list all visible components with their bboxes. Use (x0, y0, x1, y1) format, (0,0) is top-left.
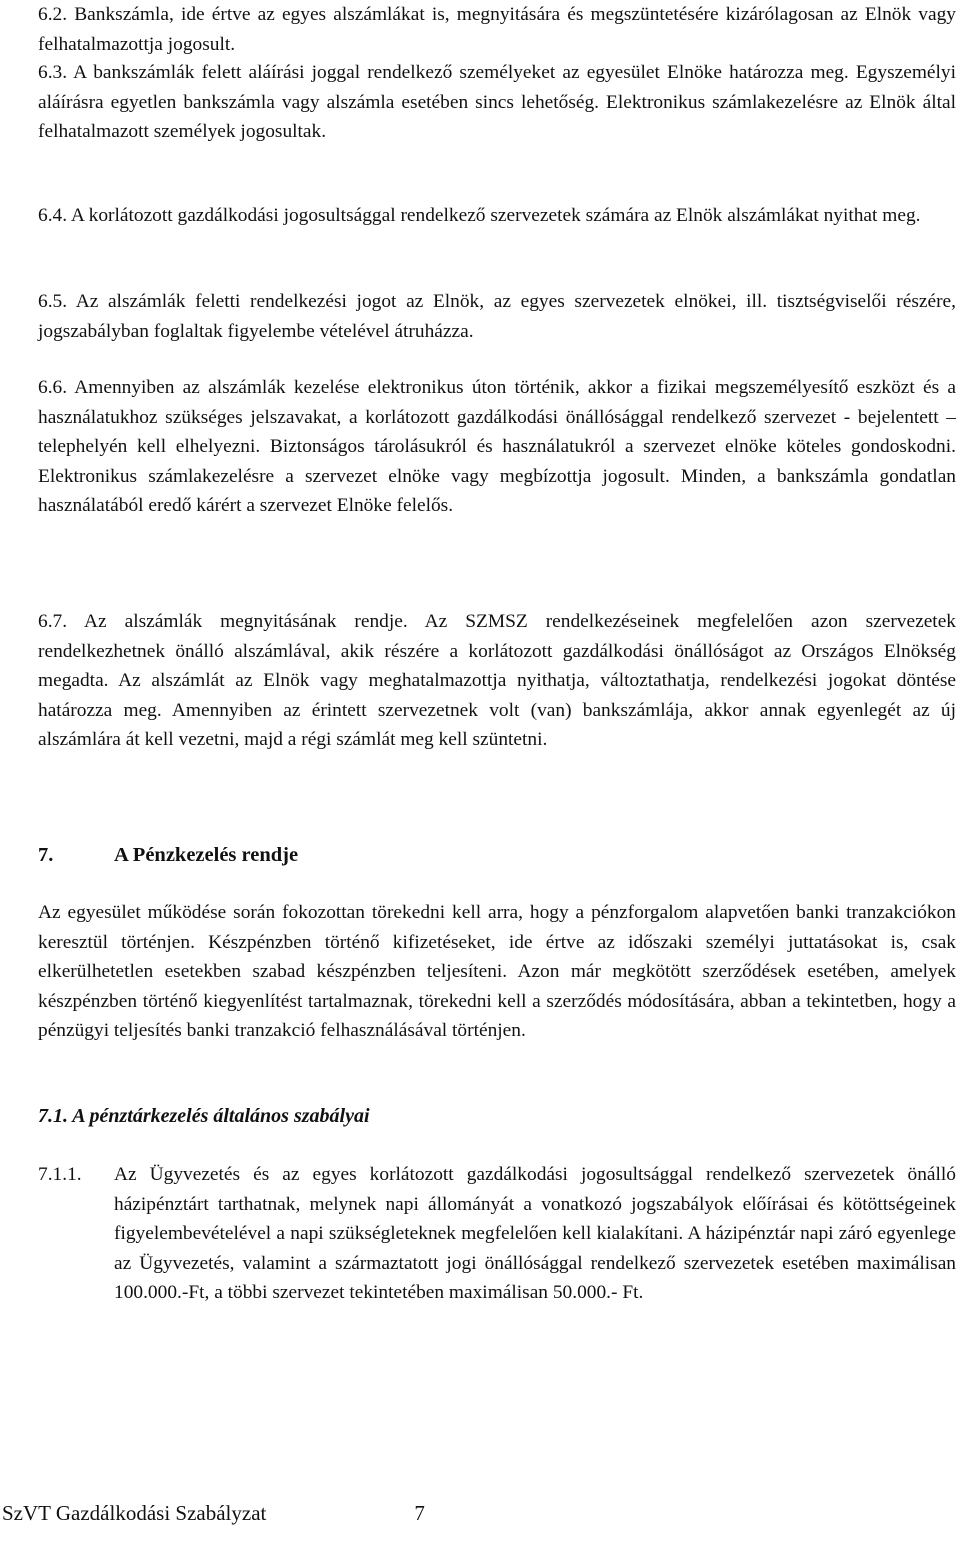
paragraph-6-4 (38, 201, 956, 231)
section-7-intro (38, 898, 956, 1046)
page-number: 7 (414, 1501, 425, 1525)
paragraph-number: 7.1.1. (38, 1164, 82, 1185)
paragraph-text: Az Ügyvezetés és az egyes korlátozott gazdálkodási jogosultsággal rendelkező szervezetek önálló házipénztárt tarthatnak, melynek napi állományát a vonatkozó jogszabályok előírásai és kötöttségeinek figyelembevételével a napi szükségleteknek megfelelően kell kialakítani. A házipénztár napi záró egyenlege az Ügyvezetés, valamint a származtatott jogi önállósággal rendelkező szervezetek esetében maximálisan 100.000.-Ft, a többi szervezet tekintetében maximálisan 50.000.- Ft. (114, 1164, 956, 1304)
paragraph-text: Amennyiben az alszámlák kezelése elektronikus úton történik, akkor a fizikai megszemélyesítő eszközt és a használatukhoz szükséges jelszavakat, a korlátozott gazdálkodási önállósággal rendelkező szervezet - bejelentett – telephelyén kell elhelyezni. Biztonságos tárolásukról és használatukról a szervezet elnöke köteles gondoskodni. Elektronikus számlakezelésre a szervezet elnöke vagy megbízottja jogosult. Minden, a bankszámla gondatlan használatából eredő kárért a szervezet Elnöke felelős. (38, 377, 957, 517)
page-footer (2, 1498, 425, 1528)
section-title: A Pénzkezelés rendje (114, 844, 299, 866)
paragraph-6-5 (38, 287, 956, 346)
paragraph-text: Az egyesület működése során fokozottan törekedni kell arra, hogy a pénzforgalom alapvetően banki tranzakciókon keresztül történjen. Készpénzben történő kifizetéseket, ide értve az időszaki személyi juttatásokat is, csak elkerülhetetlen esetekben szabad készpénzben teljesíteni. Azon már megkötött szerződések esetében, amelyek készpénzben történő kiegyenlítést tartalmaznak, törekedni kell a szerződés módosítására, abban a tekintetben, hogy a pénzügyi teljesítés banki tranzakció felhasználásával történjen. (38, 902, 956, 1042)
section-number: 7. (38, 844, 54, 866)
paragraph-6-6 (38, 373, 956, 521)
footer-title: SzVT Gazdálkodási Szabályzat (2, 1501, 267, 1525)
paragraph-number: 6.6. (38, 377, 68, 398)
paragraph-number: 6.7. (38, 611, 68, 632)
paragraph-number: 6.4. (38, 205, 68, 226)
paragraph-number: 6.2. (38, 4, 68, 25)
section-7-heading (38, 841, 298, 870)
paragraph-7-1-1 (38, 1160, 956, 1308)
paragraph-text: Az alszámlák feletti rendelkezési jogot az Elnök, az egyes szervezetek elnökei, ill. tisztségviselői részére, jogszabályban foglaltak figyelembe vételével átruházza. (38, 291, 957, 342)
paragraph-6-7 (38, 607, 956, 755)
paragraph-number: 6.5. (38, 291, 68, 312)
section-7-1-heading: 7.1. A pénztárkezelés általános szabályai (38, 1105, 370, 1127)
paragraph-number: 6.3. (38, 62, 68, 83)
paragraph-text: A korlátozott gazdálkodási jogosultsággal rendelkező szervezetek számára az Elnök alszámlákat nyithat meg. (70, 205, 921, 226)
paragraph-6-2 (38, 0, 956, 59)
paragraph-6-3 (38, 58, 956, 147)
paragraph-text: Az alszámlák megnyitásának rendje. Az SZMSZ rendelkezéseinek megfelelően azon szervezetek rendelkezhetnek önálló alszámlával, akik részére a korlátozott gazdálkodási önállóságot az Országos Elnökség megadta. Az alszámlát az Elnök vagy meghatalmazottja nyithatja, változtathatja, rendelkezési jogokat döntése határozza meg. Amennyiben az érintett szervezetnek volt (van) bankszámlája, akkor annak egyenlegét az új alszámlára át kell vezetni, majd a régi számlát meg kell szüntetni. (38, 611, 956, 751)
paragraph-text: A bankszámlák felett aláírási joggal rendelkező személyeket az egyesület Elnöke határozza meg. Egyszemélyi aláírásra egyetlen bankszámla vagy alszámla esetében sincs lehetőség. Elektronikus számlakezelésre az Elnök által felhatalmazott személyek jogosultak. (38, 62, 956, 143)
paragraph-text: Bankszámla, ide értve az egyes alszámlákat is, megnyitására és megszüntetésére kizárólagosan az Elnök vagy felhatalmazottja jogosult. (38, 4, 956, 55)
